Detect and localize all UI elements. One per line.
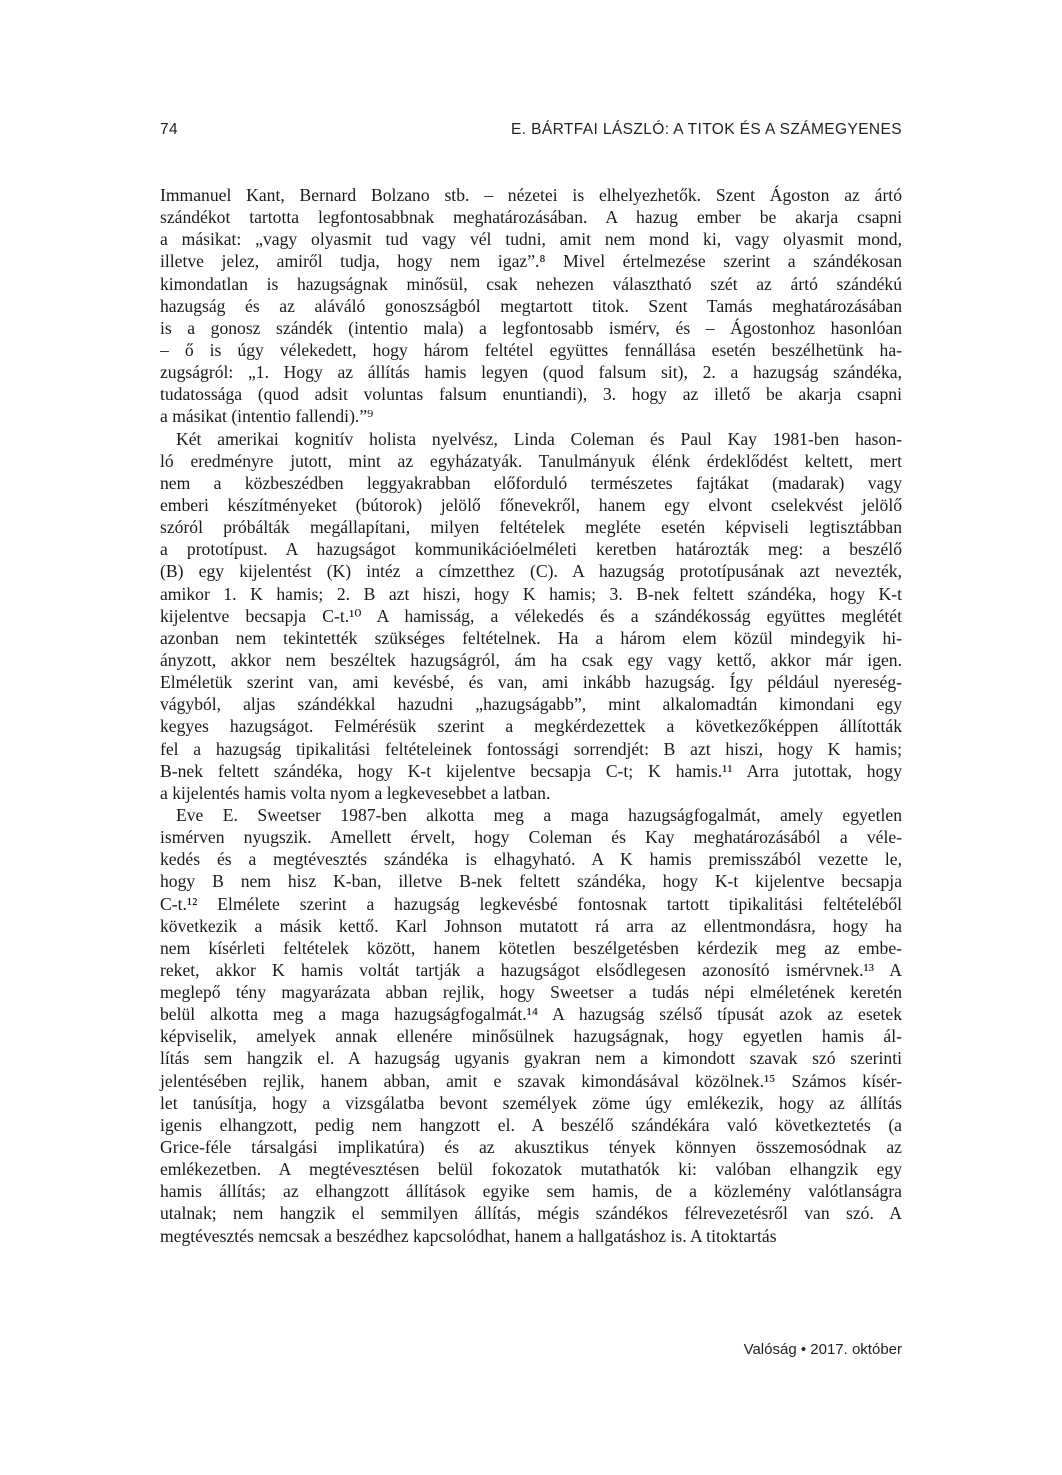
text-line: ismérven nyugszik. Amellett érvelt, hogy Coleman és Kay meghatározásából a véle-	[160, 827, 902, 848]
text-line: szándékot tartotta legfontosabbnak meghatározásában. A hazug ember be akarja csapni	[160, 207, 902, 228]
text-line: – ő is úgy vélekedett, hogy három feltétel együttes fennállása esetén beszélhetünk ha-	[160, 339, 902, 360]
page-number: 74	[160, 121, 179, 138]
text-line: tudatossága (quod adsit voluntas falsum enuntiandi), 3. hogy az illető be akarja csapni	[160, 384, 902, 405]
text-line: kijelentve becsapja C-t.¹⁰ A hamisság, a vélekedés és a szándékosság együttes meglétét	[160, 605, 902, 626]
text-line: nem a közbeszédben leggyakrabban előforduló természetes fajtákat (madarak) vagy	[160, 472, 902, 493]
text-line: kimondatlan is hazugságnak minősül, csak nehezen választható szét az ártó szándékú	[160, 273, 902, 294]
text-line: igenis elhangzott, pedig nem hangzott el. A beszélő szándékára való következtetés (a	[160, 1114, 902, 1135]
text-line: Eve E. Sweetser 1987-ben alkotta meg a maga hazugságfogalmát, amely egyetlen	[176, 804, 902, 825]
text-line: a másikat: „vagy olyasmit tud vagy vél tudni, amit nem mond ki, vagy olyasmit mond,	[160, 229, 902, 250]
text-line: hamis állítás; az elhangzott állítások egyike sem hamis, de a közlemény valótlanságra	[160, 1181, 902, 1202]
text-line: ányzott, akkor nem beszéltek hazugságról, ám ha csak egy vagy kettő, akkor már igen.	[160, 649, 902, 670]
text-line: utalnak; nem hangzik el semmilyen állítás, mégis szándékos félrevezetésről van szó. A	[160, 1203, 902, 1224]
paragraph	[160, 428, 902, 804]
paragraph	[160, 184, 902, 428]
text-line: a prototípust. A hazugságot kommunikációelméleti keretben határozták meg: a beszélő	[160, 539, 902, 560]
text-line: illetve jelez, amiről tudja, hogy nem igaz”.⁸ Mivel értelmezése szerint a szándékosan	[160, 251, 902, 272]
text-line: let tanúsítja, hogy a vizsgálatba bevont személyek zöme úgy emlékezik, hogy az állítás	[160, 1092, 902, 1113]
text-line: a másikat (intentio fallendi).”⁹	[160, 406, 374, 427]
text-line: meglepő tény magyarázata abban rejlik, hogy Sweetser a tudás népi elméletének keretén	[160, 982, 902, 1003]
text-line: emberi készítményeket (bútorok) jelölő főnevekről, hanem egy elvont cselekvést jelölő	[160, 494, 902, 515]
text-line: ló eredményre jutott, mint az egyházatyák. Tanulmányuk élénk érdeklődést keltett, mert	[160, 450, 902, 471]
text-line: hazugság és az aláváló gonoszságból megtartott titok. Szent Tamás meghatározásában	[160, 295, 902, 316]
text-line: Grice-féle társalgási implikatúra) és az akusztikus tények könnyen összemosódnak az	[160, 1137, 902, 1158]
text-line: Elméletük szerint van, ami kevésbé, és van, ami inkább hazugság. Így például nyereség-	[160, 672, 902, 693]
text-line: zugságról: „1. Hogy az állítás hamis legyen (quod falsum sit), 2. a hazugság szándéka,	[160, 362, 902, 383]
text-line: kedés és a megtévesztés szándéka is elhagyható. A K hamis premisszából vezette le,	[160, 849, 902, 870]
text-line: amikor 1. K hamis; 2. B azt hiszi, hogy K hamis; 3. B-nek feltett szándéka, hogy K-t	[160, 583, 902, 604]
footer: Valóság • 2017. október	[743, 1341, 902, 1358]
text-line: fel a hazugság tipikalitási feltételeinek fontossági sorrendjét: B azt hiszi, hogy K hamis;	[160, 738, 902, 759]
header-title: E. BÁRTFAI LÁSZLÓ: A TITOK ÉS A SZÁMEGYENES	[510, 121, 902, 138]
text-line: belül alkotta meg a maga hazugságfogalmát.¹⁴ A hazugság szélső típusát azok az esetek	[160, 1004, 902, 1025]
text-line: jelentésében rejlik, hanem abban, amit e szavak kimondásával közölnek.¹⁵ Számos kísér-	[160, 1070, 902, 1091]
text-line: Két amerikai kognitív holista nyelvész, Linda Coleman és Paul Kay 1981-ben hason-	[176, 428, 902, 449]
text-line: következik a másik kettő. Karl Johnson mutatott rá arra az ellentmondásra, hogy ha	[160, 915, 902, 936]
text-line: lítás sem hangzik el. A hazugság ugyanis gyakran nem a kimondott szavak szó szerinti	[160, 1048, 902, 1069]
text-line: (B) egy kijelentést (K) intéz a címzetthez (C). A hazugság prototípusának azt nevezték,	[160, 561, 902, 582]
paragraph	[160, 804, 902, 1247]
text-line: kegyes hazugságot. Felmérésük szerint a megkérdezettek a következőképpen állították	[160, 716, 902, 737]
text-line: reket, akkor K hamis voltát tartják a hazugságot elsődlegesen azonosító ismérvnek.¹³ A	[160, 959, 902, 980]
text-line: is a gonosz szándék (intentio mala) a legfontosabb ismérv, és – Ágostonhoz hasonlóan	[160, 317, 902, 338]
text-line: megtévesztés nemcsak a beszédhez kapcsolódhat, hanem a hallgatáshoz is. A titoktartás	[160, 1225, 777, 1246]
text-line: hogy B nem hisz K-ban, illetve B-nek feltett szándéka, hogy K-t kijelentve becsapja	[160, 871, 902, 892]
body-text	[160, 184, 902, 1247]
text-line: B-nek feltett szándéka, hogy K-t kijelentve becsapja C-t; K hamis.¹¹ Arra jutottak, hogy	[160, 760, 902, 781]
text-line: nem kísérleti feltételek között, hanem kötetlen beszélgetésben kérdezik meg az embe-	[160, 937, 902, 958]
text-line: vágyból, aljas szándékkal hazudni „hazugságabb”, mint alkalomadtán kimondani egy	[160, 694, 902, 715]
text-line: emlékezetben. A megtévesztésen belül fokozatok mutathatók ki: valóban elhangzik egy	[160, 1159, 902, 1180]
text-line: a kijelentés hamis volta nyom a legkevesebbet a latban.	[160, 782, 551, 803]
text-line: C-t.¹² Elmélete szerint a hazugság legkevésbé fontosnak tartott tipikalitási feltételéből	[160, 893, 902, 914]
text-line: Immanuel Kant, Bernard Bolzano stb. – nézetei is elhelyezhetők. Szent Ágoston az ártó	[160, 185, 902, 205]
text-line: képviselik, amelyek annak ellenére minősülnek hazugságnak, hogy egyetlen hamis ál-	[160, 1026, 902, 1047]
text-line: azonban nem tekintették szükséges feltételnek. Ha a három elem közül mindegyik hi-	[160, 627, 902, 648]
text-line: szóról próbálták megállapítani, milyen feltételek megléte esetén képviseli legtisztábban	[160, 517, 902, 538]
